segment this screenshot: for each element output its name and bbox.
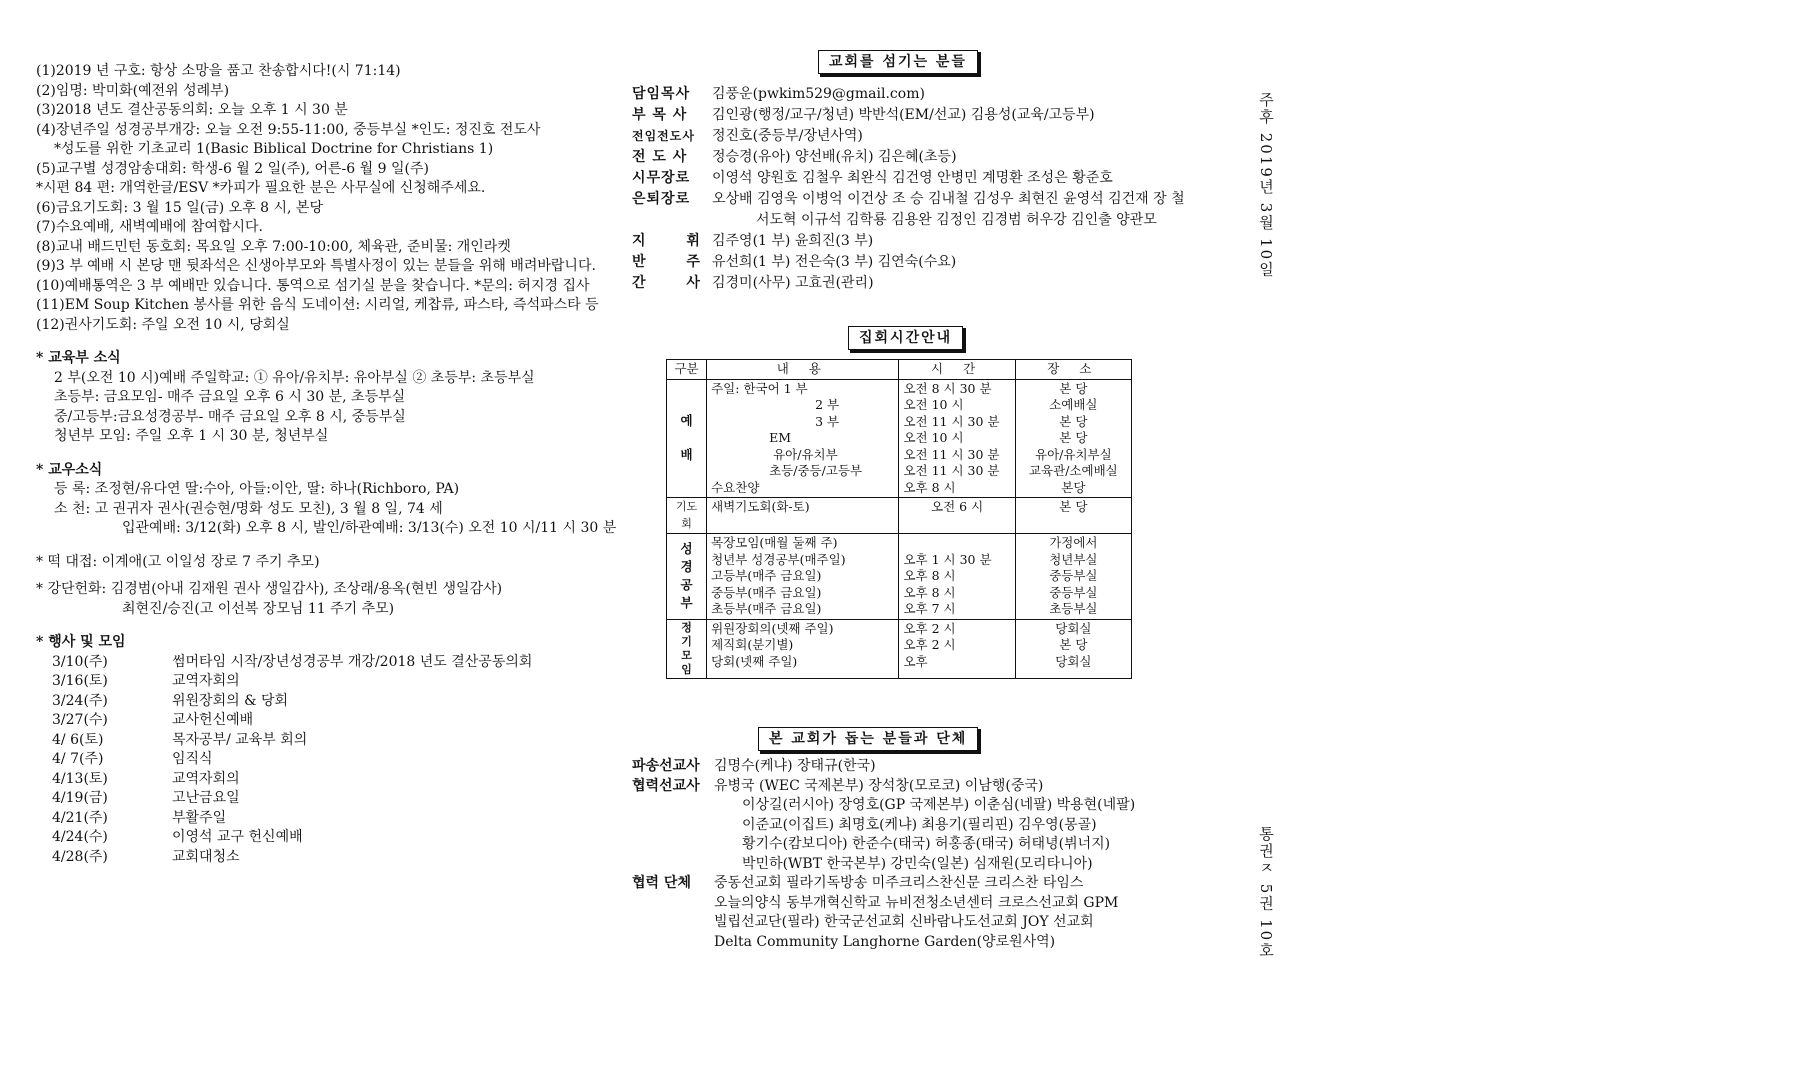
schedule-cell-line: 초등부실 bbox=[1049, 601, 1098, 616]
staff-role: 담임목사 bbox=[632, 86, 691, 102]
schedule-cell-line: 본 당 bbox=[1059, 413, 1088, 429]
schedule-cell-line: 오후 2 시 bbox=[903, 637, 956, 652]
worship-place bbox=[1020, 381, 1127, 497]
staff-names: 서도혁 이규석 김학룡 김용완 김정인 김경범 허우강 김인출 양관모 bbox=[756, 212, 1157, 228]
group-label: 정 기 모 임 bbox=[681, 620, 692, 676]
announcement-item: *시편 84 편: 개역한글/ESV *카피가 필요한 분은 사무실에 신청해주세요. bbox=[36, 180, 486, 196]
mission-names bbox=[714, 777, 1135, 875]
altar-line: * 강단헌화: 김경범(아내 김재원 권사 생일감사), 조상래/용옥(현빈 생일감사) bbox=[36, 581, 503, 597]
mission-names bbox=[714, 757, 876, 777]
group-label: 성 경 공 부 bbox=[680, 541, 693, 611]
schedule-cell-line: EM bbox=[769, 430, 792, 445]
schedule-cell-line: 위원장회의(넷째 주일) bbox=[711, 620, 834, 636]
schedule-cell-line: 오후 1 시 30 분 bbox=[903, 551, 992, 567]
schedule-cell-line bbox=[903, 535, 1010, 552]
event-row bbox=[36, 809, 606, 829]
announcement-item: (12)권사기도회: 주일 오전 10 시, 당회실 bbox=[36, 316, 290, 333]
event-name: 교역자회의 bbox=[172, 770, 240, 787]
staff-row bbox=[632, 273, 1192, 294]
mission-role: 협력 단체 bbox=[632, 875, 691, 891]
announcements-list bbox=[36, 62, 606, 335]
event-date: 4/13(토) bbox=[52, 770, 108, 787]
schedule-cell-line: 당회실 bbox=[1055, 653, 1092, 669]
schedule-cell-line: 오후 2 시 bbox=[903, 620, 956, 636]
schedule-cell-line: 오후 8 시 bbox=[903, 584, 956, 600]
members-line: 등 록: 조정현/유다연 딸:수아, 아들:이안, 딸: 하나(Richboro, PA) bbox=[54, 481, 460, 497]
members-line: 입관예배: 3/12(화) 오후 8 시, 발인/하관예배: 3/13(수) 오전 10 시/11 시 30 분 bbox=[122, 520, 617, 536]
flowers-line: * 떡 대접: 이계애(고 이일성 장로 7 주기 추모) bbox=[36, 553, 320, 570]
mission-line: 중동선교회 필라기독방송 미주크리스찬신문 크리스찬 타임스 bbox=[714, 875, 1084, 891]
events-list bbox=[36, 653, 606, 868]
staff-role: 전 도 사 bbox=[632, 149, 688, 165]
header-content: 내 용 bbox=[707, 360, 899, 380]
staff-names: 유선희(1 부) 전은숙(3 부) 김연숙(수요) bbox=[712, 254, 957, 270]
left-column bbox=[36, 62, 617, 867]
schedule-cell-line: 목장모임(매월 둘째 주) bbox=[711, 535, 838, 550]
event-date: 4/19(금) bbox=[52, 790, 108, 806]
schedule-row-meeting bbox=[667, 619, 1132, 678]
education-section bbox=[36, 349, 606, 447]
members-line: 소 천: 고 권귀자 권사(권승현/명화 성도 모친), 3 월 8 일, 74 세 bbox=[54, 500, 443, 517]
staff-role: 시무장로 bbox=[632, 170, 691, 186]
event-date: 4/ 7(주) bbox=[52, 751, 104, 767]
side-issue: 통권ㅈ 5권 10호 bbox=[1257, 826, 1275, 960]
staff-row bbox=[632, 231, 1192, 252]
event-row bbox=[36, 672, 606, 692]
schedule-cell-line: 오전 10 시 bbox=[903, 397, 964, 412]
schedule-cell-line: 제직회(분기별) bbox=[711, 637, 794, 652]
staff-role: 전임전도사 bbox=[632, 129, 695, 143]
schedule-cell-line: 청년부 성경공부(매주일) bbox=[711, 551, 846, 567]
event-row bbox=[36, 711, 606, 731]
study-time bbox=[903, 535, 1010, 618]
education-line: 청년부 모임: 주일 오후 1 시 30 분, 청년부실 bbox=[54, 428, 329, 444]
announcement-item: *성도를 위한 기초교리 1(Basic Biblical Doctrine for Christians 1) bbox=[54, 141, 494, 157]
mission-line: 오늘의양식 동부개혁신학교 뉴비전청소년센터 크로스선교회 GPM bbox=[714, 894, 1119, 911]
staff-names: 김주영(1 부) 윤희진(3 부) bbox=[712, 233, 874, 249]
mission-row bbox=[632, 874, 1192, 952]
staff-role: 은퇴장로 bbox=[632, 191, 691, 207]
study-place bbox=[1020, 535, 1127, 618]
schedule-cell-line: 주일: 한국어 1 부 bbox=[711, 380, 808, 396]
schedule-header-row bbox=[667, 360, 1132, 380]
schedule-cell-line: 오전 10 시 bbox=[903, 430, 964, 445]
event-date: 4/ 6(토) bbox=[52, 731, 104, 748]
schedule-cell-line: 오전 8 시 30 분 bbox=[903, 380, 992, 396]
schedule-cell-line: 오전 11 시 30 분 bbox=[903, 446, 1000, 462]
group-prayer: 기도회 bbox=[667, 498, 707, 534]
announcement-item: (3)2018 년도 결산공동의회: 오늘 오후 1 시 30 분 bbox=[36, 102, 348, 118]
staff-role bbox=[632, 210, 712, 231]
announcement-item: (10)예배통역은 3 부 예배만 있습니다. 통역으로 섬기실 분을 찾습니다. *문의: 허지경 집사 bbox=[36, 277, 590, 294]
event-name: 부활주일 bbox=[172, 809, 227, 826]
schedule-cell-line: 고등부(매주 금요일) bbox=[711, 568, 822, 583]
event-date: 4/28(주) bbox=[52, 848, 108, 865]
event-date: 3/27(수) bbox=[52, 712, 108, 728]
mission-line: 빌립선교단(필라) 한국군선교회 신바람나도선교회 JOY 선교회 bbox=[714, 914, 1094, 930]
staff-names: 정진호(중등부/장년사역) bbox=[712, 128, 863, 144]
staff-names: 이영석 양원호 김철우 최완식 김건영 안병민 계명환 조성은 황준호 bbox=[712, 170, 1113, 186]
event-name: 위원장회의 & 당회 bbox=[172, 692, 289, 709]
meeting-place bbox=[1020, 621, 1127, 671]
event-row bbox=[36, 692, 606, 712]
mission-line: 유병국 (WEC 국제본부) 장석창(모로코) 이남행(중국) bbox=[714, 777, 1044, 794]
event-row bbox=[36, 653, 606, 673]
schedule-cell-line: 당회실 bbox=[1055, 620, 1092, 636]
altar-line: 최현진/승진(고 이선복 장모님 11 주기 추모) bbox=[122, 600, 395, 617]
event-name: 고난금요일 bbox=[172, 790, 240, 806]
schedule-table bbox=[666, 359, 1132, 679]
schedule-cell-line: 본 당 bbox=[1059, 637, 1088, 652]
schedule-cell-line: 중등부실 bbox=[1049, 584, 1098, 600]
mission-line: 김명수(케냐) 장태규(한국) bbox=[714, 758, 876, 774]
flowers-section bbox=[36, 553, 606, 573]
announcement-item: (7)수요예배, 새벽예배에 참여합시다. bbox=[36, 219, 263, 235]
header-time: 시 간 bbox=[899, 360, 1015, 380]
staff-role: 반 주 bbox=[632, 254, 718, 270]
event-row bbox=[36, 770, 606, 790]
staff-row bbox=[632, 105, 1192, 126]
schedule-cell-line: 수요찬양 bbox=[711, 479, 760, 495]
staff-names: 오상배 김영욱 이병억 이건상 조 승 김내철 김성우 최현진 윤영석 김건재 장 철 bbox=[712, 191, 1185, 207]
staff-row bbox=[632, 168, 1192, 189]
staff-names: 김인광(행정/교구/청년) 박반석(EM/선교) 김용성(교육/고등부) bbox=[712, 107, 1095, 123]
schedule-cell-line: 당회(넷째 주일) bbox=[711, 653, 798, 669]
schedule-cell-line: 본 당 bbox=[1059, 380, 1088, 396]
event-date: 3/16(토) bbox=[52, 673, 108, 689]
schedule-cell-line: 초등/중등/고등부 bbox=[769, 463, 863, 478]
mission-line: 이준교(이집트) 최명호(케냐) 최용기(필리핀) 김우영(몽골) bbox=[742, 816, 1097, 833]
announcement-item: (5)교구별 성경암송대회: 학생-6 월 2 일(주), 어른-6 월 9 일(주) bbox=[36, 160, 429, 177]
event-row bbox=[36, 848, 606, 868]
event-name: 목자공부/ 교육부 회의 bbox=[172, 731, 308, 748]
staff-role: 간 사 bbox=[632, 275, 718, 291]
schedule-cell-line: 오전 11 시 30 분 bbox=[903, 413, 1000, 429]
staff-row bbox=[632, 126, 1192, 147]
staff-row bbox=[632, 210, 1192, 231]
mission-names bbox=[714, 874, 1118, 952]
schedule-row-prayer bbox=[667, 498, 1132, 534]
event-name: 썸머타임 시작/장년성경공부 개강/2018 년도 결산공동의회 bbox=[172, 653, 533, 670]
staff-title: 교회를 섬기는 분들 bbox=[818, 50, 978, 74]
announcement-item: (6)금요기도회: 3 월 15 일(금) 오후 8 시, 본당 bbox=[36, 199, 323, 216]
group-meeting bbox=[667, 619, 707, 678]
study-content bbox=[711, 535, 894, 618]
announcement-item: (9)3 부 예배 시 본당 맨 뒷좌석은 신생아부모와 특별사정이 있는 분들을 위해 배려바랍니다. bbox=[36, 258, 596, 274]
schedule-cell-line: 3 부 bbox=[815, 413, 840, 429]
mission-row bbox=[632, 777, 1192, 875]
education-line: 초등부: 금요모임- 매주 금요일 오후 6 시 30 분, 초등부실 bbox=[54, 389, 406, 405]
mission-line: 이상길(러시아) 장영호(GP 국제본부) 이춘심(네팔) 박용현(네팔) bbox=[742, 797, 1136, 813]
announcement-item: (2)임명: 박미화(예전위 성례부) bbox=[36, 82, 230, 99]
group-study bbox=[667, 534, 707, 620]
events-title: * 행사 및 모임 bbox=[36, 634, 126, 650]
schedule-row-worship bbox=[667, 379, 1132, 498]
event-date: 4/24(수) bbox=[52, 829, 108, 845]
event-row bbox=[36, 828, 606, 848]
schedule-cell-line: 중등부실 bbox=[1049, 568, 1098, 583]
prayer-content: 새벽기도회(화-토) bbox=[707, 498, 899, 534]
event-name: 교회대청소 bbox=[172, 848, 240, 865]
schedule-cell-line: 청년부실 bbox=[1049, 551, 1098, 567]
altar-section bbox=[36, 580, 606, 619]
events-section bbox=[36, 633, 606, 867]
schedule-cell-line: 오후 7 시 bbox=[903, 601, 956, 616]
side-date: 주후 2019년 3월 10일 bbox=[1257, 92, 1275, 279]
education-line: 중/고등부:금요성경공부- 매주 금요일 오후 8 시, 중등부실 bbox=[54, 408, 406, 425]
schedule-cell-line: 오전 11 시 30 분 bbox=[903, 463, 1000, 478]
schedule-cell-line: 본 당 bbox=[1059, 430, 1088, 445]
missions-title: 본 교회가 돕는 분들과 단체 bbox=[758, 727, 978, 751]
staff-names: 정승경(유아) 양선배(유치) 김은혜(초등) bbox=[712, 149, 957, 165]
staff-names: 김경미(사무) 고효권(관리) bbox=[712, 275, 874, 291]
staff-row bbox=[632, 189, 1192, 210]
prayer-place: 본 당 bbox=[1015, 498, 1131, 534]
education-line: 2 부(오전 10 시)예배 주일학교: ① 유아/유치부: 유아부실 ② 초등부: 초등부실 bbox=[54, 369, 535, 386]
group-label: 예 배 bbox=[680, 413, 693, 463]
members-section bbox=[36, 461, 617, 539]
announcement-item: (4)장년주일 성경공부개강: 오늘 오전 9:55-11:00, 중등부실 *인도: 정진호 전도사 bbox=[36, 121, 541, 138]
schedule-row-study bbox=[667, 534, 1132, 620]
event-name: 임직식 bbox=[172, 751, 213, 767]
staff-row bbox=[632, 252, 1192, 273]
meeting-time bbox=[903, 621, 1010, 671]
schedule-cell-line: 가정에서 bbox=[1049, 535, 1098, 550]
schedule-cell-line: 유아/유치부실 bbox=[1035, 446, 1112, 462]
schedule-cell-line: 유아/유치부 bbox=[773, 446, 838, 462]
worship-time bbox=[903, 381, 1010, 497]
schedule-cell-line: 오후 8 시 bbox=[903, 568, 956, 583]
staff-role: 지 휘 bbox=[632, 233, 718, 249]
event-date: 3/24(주) bbox=[52, 692, 108, 709]
staff-names: 김풍운(pwkim529@gmail.com) bbox=[712, 86, 925, 102]
education-title: * 교육부 소식 bbox=[36, 350, 121, 366]
announcement-item: (8)교내 배드민턴 동호회: 목요일 오후 7:00-10:00, 체육관, 준비물: 개인라켓 bbox=[36, 238, 511, 255]
worship-content bbox=[711, 381, 894, 497]
group-worship bbox=[667, 379, 707, 498]
event-row bbox=[36, 789, 606, 809]
schedule-cell-line: 교육관/소예배실 bbox=[1028, 463, 1118, 478]
event-date: 3/10(주) bbox=[52, 653, 108, 670]
mission-role: 협력선교사 bbox=[632, 777, 700, 794]
staff-role: 부 목 사 bbox=[632, 107, 688, 123]
event-row bbox=[36, 731, 606, 751]
missions-list bbox=[632, 757, 1192, 952]
event-date: 4/21(주) bbox=[52, 809, 108, 826]
mission-row bbox=[632, 757, 1192, 777]
schedule-cell-line: 오후 bbox=[903, 653, 928, 669]
header-category: 구분 bbox=[667, 360, 707, 380]
schedule-cell-line: 중등부(매주 금요일) bbox=[711, 584, 822, 600]
schedule-cell-line: 초등부(매주 금요일) bbox=[711, 601, 822, 616]
event-row bbox=[36, 750, 606, 770]
staff-row bbox=[632, 84, 1192, 105]
event-name: 이영석 교구 헌신예배 bbox=[172, 829, 303, 845]
mission-role: 파송선교사 bbox=[632, 758, 700, 774]
schedule-cell-line: 오후 8 시 bbox=[903, 479, 956, 495]
announcement-item: (11)EM Soup Kitchen 봉사를 위한 음식 도네이션: 시리얼, 케찹류, 파스타, 즉석파스타 등 bbox=[36, 297, 599, 313]
event-name: 교사헌신예배 bbox=[172, 712, 254, 728]
header-place: 장 소 bbox=[1015, 360, 1131, 380]
mission-line: 황기수(캄보디아) 한준수(태국) 허홍종(태국) 허태녕(뷔너지) bbox=[742, 836, 1111, 852]
prayer-time: 오전 6 시 bbox=[899, 498, 1015, 534]
staff-list bbox=[632, 84, 1192, 294]
members-title: * 교우소식 bbox=[36, 461, 103, 478]
announcement-item: (1)2019 년 구호: 항상 소망을 품고 찬송합시다!(시 71:14) bbox=[36, 63, 401, 79]
staff-row bbox=[632, 147, 1192, 168]
schedule-cell-line: 2 부 bbox=[815, 397, 840, 412]
schedule-cell-line: 소예배실 bbox=[1049, 397, 1098, 412]
event-name: 교역자회의 bbox=[172, 673, 240, 689]
mission-line: Delta Community Langhorne Garden(양로원사역) bbox=[714, 933, 1056, 950]
schedule-cell-line: 본당 bbox=[1061, 479, 1086, 495]
mission-line: 박민하(WBT 한국본부) 강민숙(일본) 심재원(모리타니아) bbox=[742, 855, 1093, 872]
schedule-title: 집회시간안내 bbox=[848, 326, 963, 350]
meeting-content bbox=[711, 621, 894, 671]
